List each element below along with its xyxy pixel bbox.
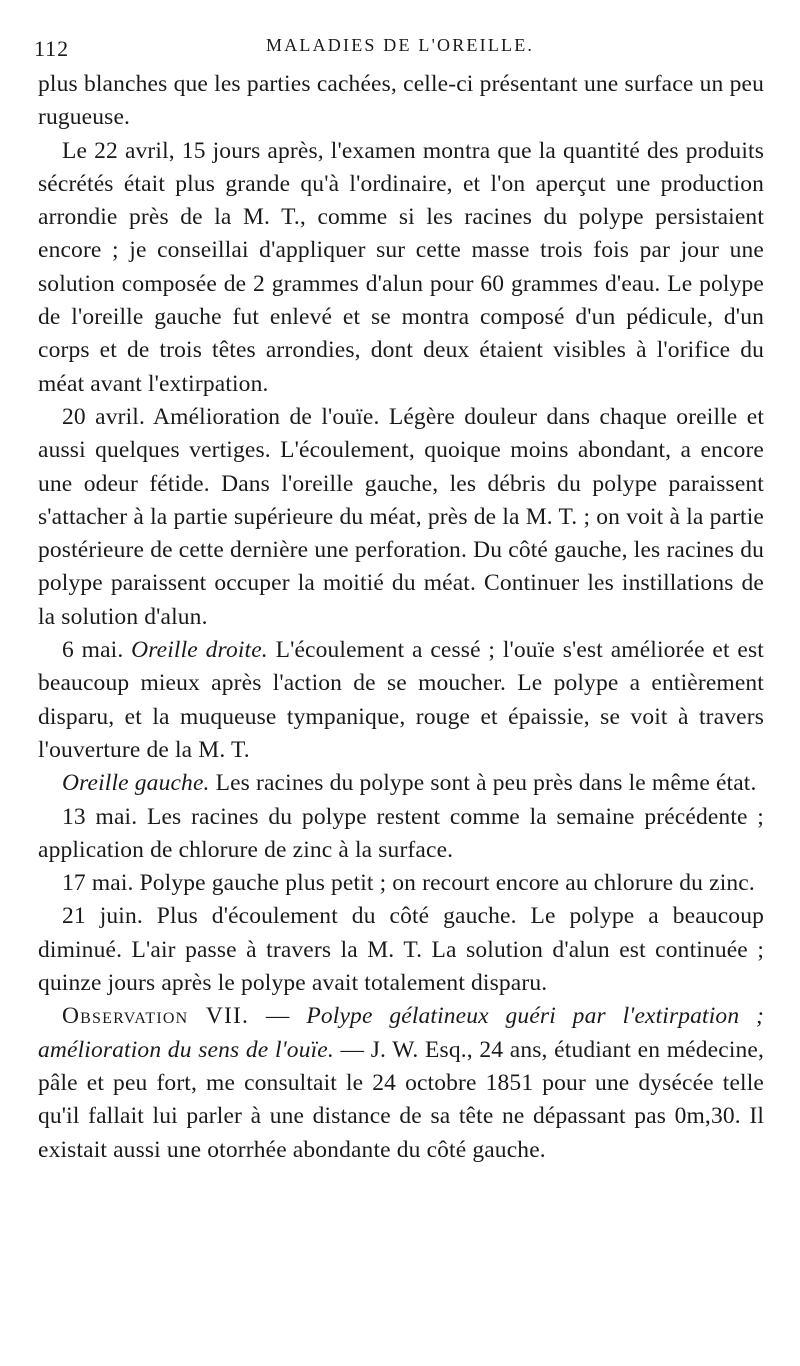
paragraph-13-mai: 13 mai. Les racines du polype restent comme la semaine précédente ; application de chlorure de zinc à la surface.	[38, 803, 764, 863]
paragraph-oreille-gauche	[38, 767, 764, 800]
running-title: MALADIES DE L'OREILLE.	[266, 35, 535, 55]
italic-heading: Oreille droite.	[131, 637, 268, 664]
paragraph-observation-vii	[38, 1000, 764, 1166]
running-head	[34, 28, 764, 68]
paragraph-17-mai: 17 mai. Polype gauche plus petit ; on recourt encore au chlorure du zinc.	[62, 870, 755, 897]
paragraph-21-juin: 21 juin. Plus d'écoulement du côté gauche. Le polype a beaucoup diminué. L'air passe à travers la M. T. La solution d'alun est continuée ; quinze jours après le polype avait totalement disparu.	[38, 903, 764, 997]
date-lead: 6 mai.	[62, 637, 124, 664]
italic-heading: Oreille gauche.	[62, 770, 210, 797]
paragraph-rest: Les racines du polype sont à peu près dans le même état.	[215, 770, 757, 797]
paragraph-rest: L'écoulement a cessé ; l'ouïe s'est améliorée et est beaucoup mieux après l'action de se moucher. Le polype a entièrement disparu, et la muqueuse tympanique, rouge et épaissie, se voit à travers l'ouverture de la M. T.	[38, 637, 764, 763]
body-text	[38, 68, 764, 1167]
page-number: 112	[34, 36, 70, 61]
paragraph-continued: plus blanches que les parties cachées, celle-ci présentant une surface un peu rugueuse.	[38, 71, 764, 131]
observation-title: Polype gélatineux guéri par l'extirpation ; amélioration du sens de l'ouïe.	[38, 1003, 764, 1063]
paragraph-rest: — J. W. Esq., 24 ans, étudiant en médecine, pâle et peu fort, me consultait le 24 octobre 1851 pour une dysécée telle qu'il fallait lui parler à une distance de sa tête ne dépassant pas 0m,30. Il existait aussi une otorrhée abondante du côté gauche.	[38, 1036, 765, 1163]
observation-dash: —	[249, 1003, 307, 1030]
book-page	[34, 28, 765, 1348]
observation-label: Observation VII.	[62, 1003, 250, 1030]
paragraph-6-mai	[38, 634, 764, 767]
paragraph-22-avril: Le 22 avril, 15 jours après, l'examen montra que la quantité des produits sécrétés était plus grande qu'à l'ordinaire, et l'on aperçut une production arrondie près de la M. T., comme si les racines du polype persistaient encore ; je conseillai d'appliquer sur cette masse trois fois par jour une solution composée de 2 grammes d'alun pour 60 grammes d'eau. Le polype de l'oreille gauche fut enlevé et se montra composé d'un pédicule, d'un corps et de trois têtes arrondies, dont deux étaient visibles à l'orifice du méat avant l'extirpation.	[38, 137, 764, 397]
paragraph-20-avril: 20 avril. Amélioration de l'ouïe. Légère douleur dans chaque oreille et aussi quelques vertiges. L'écoulement, quoique moins abondant, a encore une odeur fétide. Dans l'oreille gauche, les débris du polype paraissent s'attacher à la partie supérieure du méat, près de la M. T. ; on voit à la partie postérieure de cette dernière une perforation. Du côté gauche, les racines du polype paraissent occuper la moitié du méat. Continuer les instillations de la solution d'alun.	[38, 403, 764, 630]
